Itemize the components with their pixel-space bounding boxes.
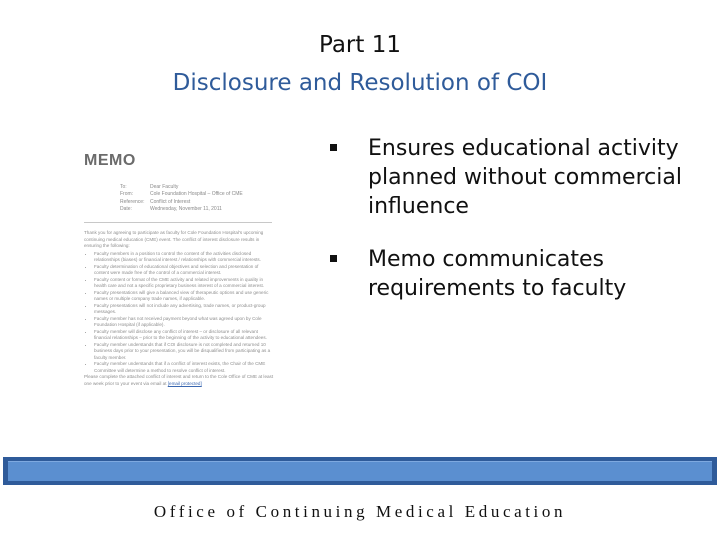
bullet-text: Ensures educational activity planned without commercial influence (368, 136, 682, 219)
memo-header-fields (120, 184, 270, 213)
memo-field-value: Conflict of Interest (150, 198, 191, 205)
memo-list-item: • Faculty member has not received payment beyond what was agreed upon by Cole Foundation Hospital (if applicable). (94, 316, 274, 329)
memo-field-label: Reference: (120, 198, 145, 205)
memo-field-label: To: (120, 184, 127, 190)
memo-intro: Thank you for agreeing to participate as faculty for Cole Foundation Hospital's upcoming continuing medical education (CME) event. The conflict of interest disclosure results in ensuring the following: (84, 230, 264, 248)
bullet-text: Memo communicates requirements to faculty (368, 247, 627, 301)
footer-bar-inner (8, 461, 712, 481)
memo-list-item: • Faculty member understands that if a conflict of interest exists, the Chair of the CME Committee will determine a method to resolve conflict of interest. (94, 361, 274, 374)
square-bullet-icon (330, 255, 337, 262)
memo-list-item: • Faculty presentations will not include any advertising, trade names, or product-group messages. (94, 303, 274, 316)
memo-list-item: • Faculty presentations will give a balanced view of therapeutic options and use generic names or multiple company trade names, if applicable. (94, 290, 274, 303)
memo-field-label: Date: (120, 205, 132, 212)
footer-bar (3, 457, 717, 485)
memo-closing (84, 374, 274, 387)
memo-field (120, 184, 270, 191)
memo-field-value: Dear Faculty (150, 184, 179, 190)
memo-list-item: • Faculty member will disclose any conflict of interest – or disclosure of all relevant financial relationships – prior to the beginning of the activity to educational attendees. (94, 329, 274, 342)
slide-title: Part 11 (319, 32, 401, 58)
memo-field (120, 191, 270, 198)
memo-field-label: From: (120, 191, 134, 198)
memo-list (84, 251, 274, 375)
memo-document-image (84, 150, 274, 406)
memo-list-item: • Faculty determination of educational objectives and selection and presentation of content were made free of the control of a commercial interest. (94, 264, 274, 277)
memo-field-value: Cole Foundation Hospital – Office of CME (150, 191, 243, 198)
slide-subtitle: Disclosure and Resolution of COI (172, 70, 548, 96)
bullet-item (330, 245, 705, 303)
bullet-list (330, 134, 705, 327)
memo-body (84, 230, 274, 388)
memo-closing-text: Please complete the attached conflict of interest and return to the Cole Office of CME at least one week prior to your event via email at (84, 374, 274, 386)
memo-list-item: • Faculty content or format of the CME activity and related improvements in quality in health care and not a specific proprietary business interest of a commercial interest. (94, 277, 274, 290)
memo-heading: MEMO (84, 152, 136, 169)
memo-field (120, 199, 270, 206)
bullet-item (330, 134, 705, 221)
square-bullet-icon (330, 144, 337, 151)
memo-list-item: • Faculty members in a position to control the content of the activities disclosed relationships (biases) or financial interest / relationships with commercial interests. (94, 251, 274, 264)
memo-field (120, 206, 270, 213)
memo-email-link: [email protected] (167, 380, 202, 386)
footer-text: Office of Continuing Medical Education (153, 502, 567, 521)
memo-divider (84, 222, 272, 223)
memo-list-item: • Faculty member understands that if COI disclosure is not completed and returned 10 business days prior to your presentation, you will be disqualified from participating as a faculty member. (94, 342, 274, 362)
memo-field-value: Wednesday, November 11, 2011 (150, 205, 222, 212)
